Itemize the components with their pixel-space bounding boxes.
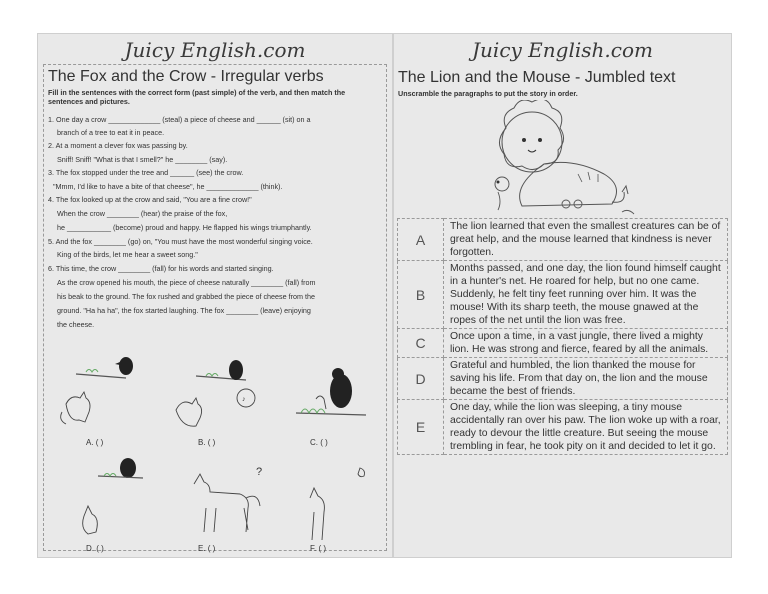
right-worksheet-title: The Lion and the Mouse - Jumbled text (398, 69, 676, 86)
fox-crow-picture-d (68, 454, 158, 539)
left-instruction: Fill in the sentences with the correct form (past simple) of the verb, and then match the sentences and pictures. (48, 88, 346, 106)
exercise-line: ground. "Ha ha ha", the fox started laughing. The fox ________ (leave) enjoying (57, 306, 311, 315)
exercise-line: branch of a tree to eat it in peace. (57, 128, 165, 137)
jumbled-paragraphs-table (397, 218, 728, 455)
paragraph-text: Once upon a time, in a vast jungle, there lived a mighty lion. He was strong and fierce, feared by all the animals. (444, 329, 728, 358)
table-row (398, 219, 728, 261)
question-mark: ? (256, 466, 263, 478)
picture-label-f: F. ( ) (310, 544, 326, 553)
fox-crow-picture-b (166, 354, 266, 434)
paragraph-text: One day, while the lion was sleeping, a tiny mouse accidentally ran over his paw. The lion woke up with a roar, ready to devour the little creature. But seeing the mouse trembling in fear, he took pity on it and decided to let it go. (444, 400, 728, 455)
brand-logo-left: Juicy English.com (124, 38, 306, 62)
table-row (398, 358, 728, 400)
paragraph-text: Months passed, and one day, the lion found himself caught in a hunter's net. He roared for help, but no one came. Suddenly, he felt tiny feet running over him. It was the mouse! With its sharp teeth, the mouse gnawed at the ropes of the net until the lion was free. (444, 261, 728, 329)
exercise-line: King of the birds, let me hear a sweet song." (57, 250, 198, 259)
picture-label-a: A. ( ) (86, 438, 104, 447)
paragraph-letter: A (398, 219, 444, 261)
fox-crow-picture-e (174, 464, 264, 544)
picture-label-b: B. ( ) (198, 438, 216, 447)
exercise-line: When the crow ________ (hear) the praise of the fox, (57, 209, 228, 218)
exercise-line: the cheese. (57, 320, 95, 329)
exercise-line: 1. One day a crow _____________ (steal) a piece of cheese and ______ (sit) on a (48, 115, 311, 124)
exercise-line: As the crow opened his mouth, the piece of cheese naturally ________ (fall) from (57, 278, 316, 287)
fox-crow-picture-a (56, 352, 156, 432)
right-worksheet (393, 33, 732, 558)
paragraph-letter: B (398, 261, 444, 329)
paragraph-letter: D (398, 358, 444, 400)
exercise-line: 3. The fox stopped under the tree and ______ (see) the crow. (48, 168, 244, 177)
exercise-line: 2. At a moment a clever fox was passing by. (48, 141, 188, 150)
paragraph-letter: E (398, 400, 444, 455)
paragraph-text: Grateful and humbled, the lion thanked the mouse for saving his life. From that day on, the lion and the mouse became the best of friends. (444, 358, 728, 400)
exercise-line: 6. This time, the crow ________ (fall) for his words and started singing. (48, 264, 274, 273)
picture-label-c: C. ( ) (310, 438, 328, 447)
exercise-line: 4. The fox looked up at the crow and said, "You are a fine crow!" (48, 195, 252, 204)
fox-crow-picture-f (300, 464, 380, 544)
table-row (398, 329, 728, 358)
brand-logo-right: Juicy English.com (472, 38, 653, 62)
fox-crow-picture-c (286, 359, 376, 434)
picture-label-d: D. ( ) (86, 544, 104, 553)
table-row (398, 400, 728, 455)
svg-text:♪: ♪ (242, 396, 246, 403)
left-worksheet-title: The Fox and the Crow - Irregular verbs (48, 68, 324, 85)
exercise-line: "Mmm, I'd like to have a bite of that cheese", he _____________ (think). (53, 182, 283, 191)
lion-and-mouse-illustration (482, 100, 642, 218)
exercise-line: his beak to the ground. The fox rushed and grabbed the piece of cheese from the (57, 292, 315, 301)
right-instruction: Unscramble the paragraphs to put the story in order. (398, 89, 578, 98)
picture-label-e: E. ( ) (198, 544, 216, 553)
paragraph-letter: C (398, 329, 444, 358)
left-worksheet (37, 33, 393, 558)
exercise-line: Sniff! Sniff! "What is that I smell?" he ________ (say). (57, 155, 228, 164)
table-row (398, 261, 728, 329)
exercise-line: 5. And the fox ________ (go) on, "You must have the most wonderful singing voice. (48, 237, 313, 246)
exercise-line: he ___________ (become) proud and happy. He flapped his wings triumphantly. (57, 223, 312, 232)
paragraph-text: The lion learned that even the smallest creatures can be of great help, and the mouse learned that kindness is never forgotten. (444, 219, 728, 261)
